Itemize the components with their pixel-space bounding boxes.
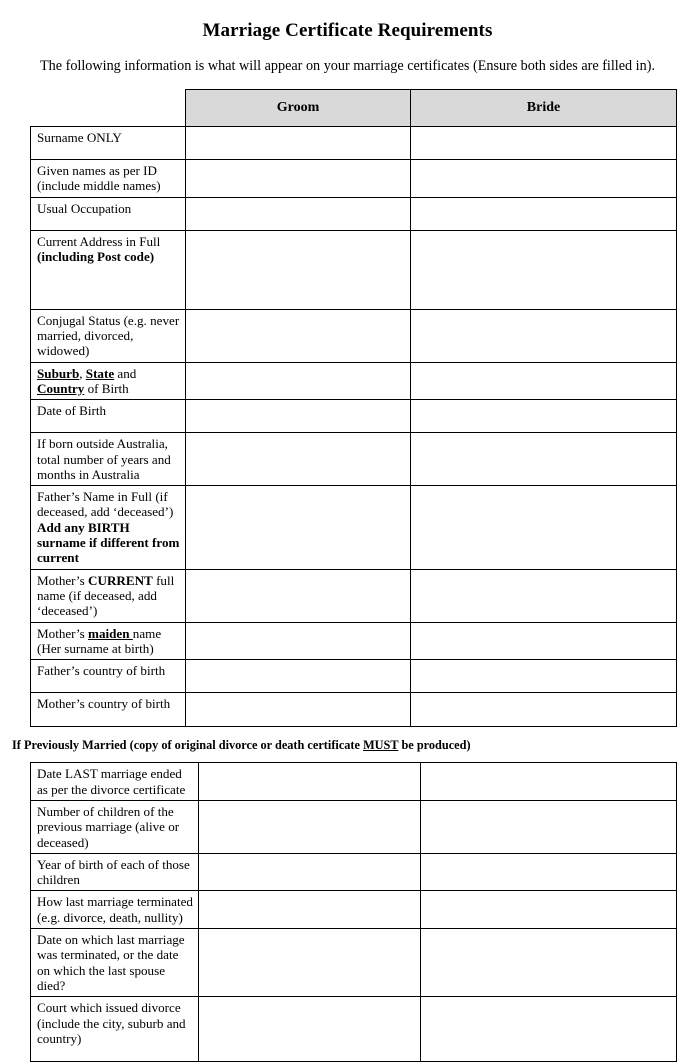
previous-marriage-table (30, 762, 677, 1062)
input-groom-mothers-current-name[interactable] (186, 569, 411, 622)
input-bride-court-issued-divorce[interactable] (421, 997, 677, 1062)
input-bride-occupation[interactable] (411, 197, 677, 230)
row-label-given-names: Given names as per ID (include middle names) (31, 160, 186, 198)
input-groom-date-last-marriage-ended[interactable] (199, 763, 421, 801)
header-groom: Groom (186, 90, 411, 127)
table-row (31, 127, 677, 160)
table-row (31, 309, 677, 362)
table-row (31, 891, 677, 929)
table-header-row (31, 90, 677, 127)
input-bride-current-address[interactable] (411, 230, 677, 309)
row-label-years-in-australia: If born outside Australia, total number of years and months in Australia (31, 433, 186, 486)
row-label-occupation: Usual Occupation (31, 197, 186, 230)
note-suffix: be produced) (398, 738, 471, 753)
row-label-court-issued-divorce: Court which issued divorce (include the city, suburb and country) (31, 997, 199, 1062)
row-label-conjugal-status: Conjugal Status (e.g. never married, divorced, widowed) (31, 309, 186, 362)
input-groom-given-names[interactable] (186, 160, 411, 198)
input-bride-date-last-marriage-ended[interactable] (421, 763, 677, 801)
note-emphasis: MUST (363, 738, 399, 753)
main-table-wrapper (0, 89, 695, 727)
table-row (31, 433, 677, 486)
input-bride-conjugal-status[interactable] (411, 309, 677, 362)
input-groom-number-of-children[interactable] (199, 800, 421, 853)
table-row (31, 160, 677, 198)
input-groom-mothers-maiden-name[interactable] (186, 622, 411, 660)
input-bride-mothers-current-name[interactable] (411, 569, 677, 622)
table-row (31, 197, 677, 230)
input-groom-year-of-birth-children[interactable] (199, 853, 421, 891)
input-bride-mothers-maiden-name[interactable] (411, 622, 677, 660)
table-row (31, 486, 677, 570)
input-groom-date-terminated[interactable] (199, 929, 421, 997)
table-row (31, 853, 677, 891)
table-row (31, 622, 677, 660)
row-label-mothers-maiden-name: Mother’s maiden name (Her surname at birth) (31, 622, 186, 660)
input-bride-how-marriage-terminated[interactable] (421, 891, 677, 929)
input-bride-fathers-name[interactable] (411, 486, 677, 570)
row-label-fathers-country: Father’s country of birth (31, 660, 186, 693)
input-groom-surname[interactable] (186, 127, 411, 160)
table-row (31, 929, 677, 997)
row-label-mothers-country: Mother’s country of birth (31, 693, 186, 727)
table-row (31, 660, 677, 693)
input-groom-fathers-country[interactable] (186, 660, 411, 693)
input-bride-birth-place[interactable] (411, 362, 677, 400)
row-label-year-of-birth-children: Year of birth of each of those children (31, 853, 199, 891)
input-bride-number-of-children[interactable] (421, 800, 677, 853)
note-prefix: If Previously Married (copy of original divorce or death certificate (12, 738, 364, 753)
input-groom-birth-place[interactable] (186, 362, 411, 400)
header-bride: Bride (411, 90, 677, 127)
header-blank-cell (31, 90, 186, 127)
marriage-details-table (30, 89, 677, 727)
table-row (31, 693, 677, 727)
input-bride-year-of-birth-children[interactable] (421, 853, 677, 891)
table-row (31, 569, 677, 622)
row-label-date-terminated: Date on which last marriage was terminated, or the date on which the last spouse died? (31, 929, 199, 997)
input-groom-current-address[interactable] (186, 230, 411, 309)
input-groom-occupation[interactable] (186, 197, 411, 230)
row-label-fathers-name: Father’s Name in Full (if deceased, add ‘deceased’) Add any BIRTH surname if different from current (31, 486, 186, 570)
table-row (31, 800, 677, 853)
row-label-date-of-birth: Date of Birth (31, 400, 186, 433)
intro-paragraph: The following information is what will appear on your marriage certificates (Ensure both sides are filled in). (40, 58, 655, 74)
row-label-mothers-current-name: Mother’s CURRENT full name (if deceased, add ‘deceased’) (31, 569, 186, 622)
row-label-current-address: Current Address in Full (including Post code) (31, 230, 186, 309)
row-label-birth-place: Suburb, State and Country of Birth (31, 362, 186, 400)
previous-married-note (0, 727, 695, 753)
input-groom-fathers-name[interactable] (186, 486, 411, 570)
input-bride-date-terminated[interactable] (421, 929, 677, 997)
row-label-how-marriage-terminated: How last marriage terminated (e.g. divorce, death, nullity) (31, 891, 199, 929)
input-bride-mothers-country[interactable] (411, 693, 677, 727)
input-groom-court-issued-divorce[interactable] (199, 997, 421, 1062)
table-row (31, 400, 677, 433)
page-title: Marriage Certificate Requirements (202, 20, 493, 41)
table-header-row-group (31, 90, 677, 127)
table-row (31, 997, 677, 1062)
row-label-date-last-marriage-ended: Date LAST marriage ended as per the divorce certificate (31, 763, 199, 801)
input-groom-date-of-birth[interactable] (186, 400, 411, 433)
row-label-number-of-children: Number of children of the previous marriage (alive or deceased) (31, 800, 199, 853)
input-groom-how-marriage-terminated[interactable] (199, 891, 421, 929)
input-bride-given-names[interactable] (411, 160, 677, 198)
input-bride-date-of-birth[interactable] (411, 400, 677, 433)
input-groom-years-in-australia[interactable] (186, 433, 411, 486)
previous-marriage-table-wrapper (0, 762, 695, 1062)
input-groom-mothers-country[interactable] (186, 693, 411, 727)
input-bride-years-in-australia[interactable] (411, 433, 677, 486)
row-label-surname: Surname ONLY (31, 127, 186, 160)
table-row (31, 230, 677, 309)
table-row (31, 362, 677, 400)
input-bride-fathers-country[interactable] (411, 660, 677, 693)
input-bride-surname[interactable] (411, 127, 677, 160)
table-row (31, 763, 677, 801)
input-groom-conjugal-status[interactable] (186, 309, 411, 362)
